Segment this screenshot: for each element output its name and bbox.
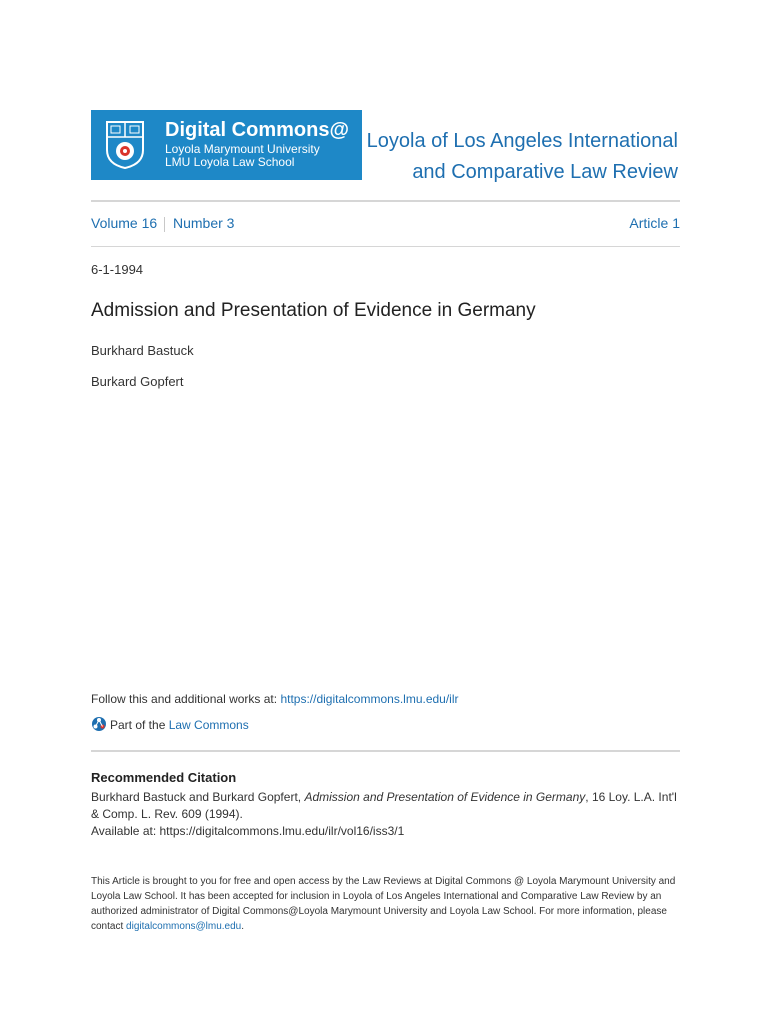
citation-available: Available at: https://digitalcommons.lmu.edu/ilr/vol16/iss3/1 (91, 824, 405, 838)
journal-title-line-1: Loyola of Los Angeles International (366, 130, 678, 152)
author-1: Burkhard Bastuck (91, 343, 194, 358)
university-name: Loyola Marymount University (165, 142, 320, 156)
part-of-prefix: Part of the (110, 718, 169, 732)
issue-separator (164, 217, 165, 232)
follow-prefix: Follow this and additional works at: (91, 692, 281, 706)
school-name: LMU Loyola Law School (165, 155, 295, 169)
citation-heading: Recommended Citation (91, 770, 237, 785)
access-notice-text: This Article is brought to you for free and open access by the Law Reviews at Digital Commons @ Loyola Marymount University and Loyola Law School. It has been accepted for inclusion in Loyola of Los Angeles International and Comparative Law Review by an authorized administrator of Digital Commons@Loyola Marymount University and Loyola Law School. For more information, please contact (91, 876, 676, 932)
volume-link[interactable]: Volume 16 (91, 215, 158, 231)
citation-authors: Burkhard Bastuck and Burkard Gopfert, (91, 790, 305, 804)
journal-title-line-2: and Comparative Law Review (412, 161, 678, 183)
article-title: Admission and Presentation of Evidence in Germany (91, 300, 536, 321)
citation-source: , 16 Loy. L.A. Int'l & Comp. L. Rev. 609 (1994). (91, 790, 677, 821)
issue-divider (91, 246, 680, 247)
access-notice (91, 874, 681, 934)
citation-divider (91, 750, 680, 752)
part-of-line (91, 716, 249, 736)
access-notice-end: . (241, 921, 245, 932)
digital-commons-banner[interactable] (91, 110, 362, 180)
publication-date: 6-1-1994 (91, 262, 144, 277)
header-divider (91, 200, 680, 202)
collection-url-link[interactable]: https://digitalcommons.lmu.edu/ilr (280, 692, 459, 706)
journal-title[interactable] (367, 126, 678, 188)
author-2: Burkard Gopfert (91, 374, 184, 389)
citation-text (91, 789, 681, 840)
issue-info (91, 215, 680, 235)
brand-name: Digital Commons@ (165, 119, 349, 141)
network-icon (91, 716, 107, 732)
number-link[interactable]: Number 3 (173, 215, 235, 231)
lmu-shield-logo (105, 120, 145, 170)
citation-title: Admission and Presentation of Evidence in Germany (304, 790, 586, 804)
article-link[interactable]: Article 1 (629, 215, 680, 231)
contact-email-link[interactable]: digitalcommons@lmu.edu (126, 921, 242, 932)
law-commons-link[interactable]: Law Commons (168, 718, 249, 732)
follow-line (91, 692, 459, 706)
